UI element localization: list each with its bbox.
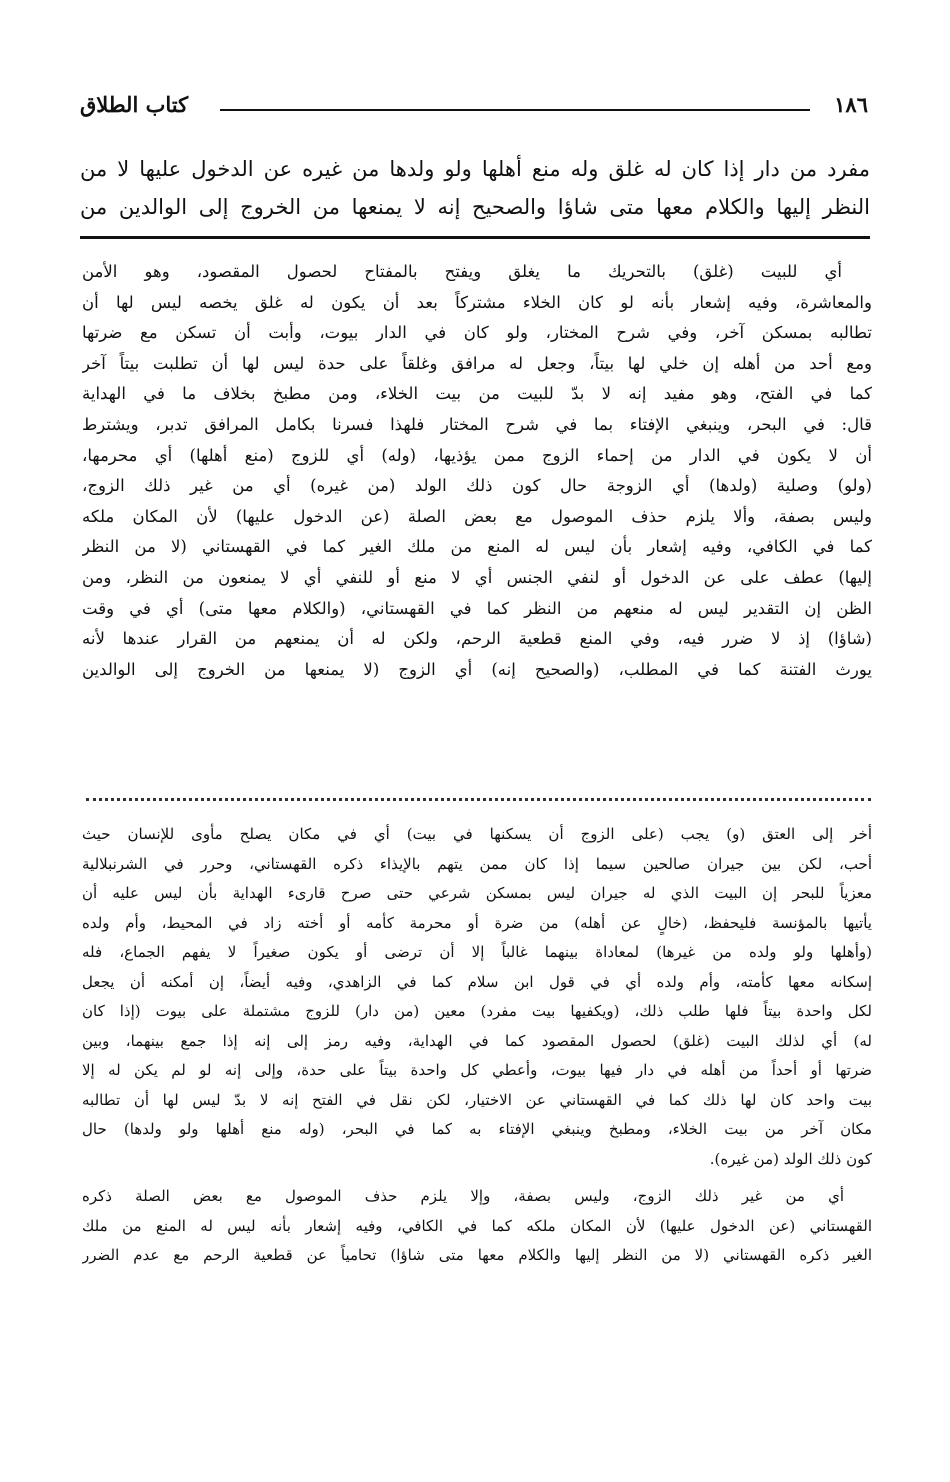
footnote-line: أحب، لكن بين جيران صالحين سيما إذا كان ممن يتهم بالإيذاء ذكره القهستاني، وحرر في الشرنبلالية [82,854,872,873]
matn-line: مفرد من دار إذا كان له غلق وله منع أهلها ولو ولدها من غيره عن الدخول عليها لا من [80,157,870,181]
footnote-line: لكل واحدة بيتاً فلها طلب ذلك، (ويكفيها بيت مفرد) معين (من دار) للزوج مشتملة على بيوت (إذا كان [82,1002,872,1020]
commentary-line: الظن إن التقدير ليس له منعهم من النظر كما في القهستاني، (والكلام معها متى) أي في وقت [82,598,872,618]
page-number: ١٨٦ [834,92,868,117]
footnote-line: أي من غير ذلك الزوج، وليس بصفة، وإلا يلزم حذف الموصول مع بعض الصلة ذكره [82,1187,844,1205]
footnote-line: معزياً للبحر إن البيت الذي له جيران ليس بمسكن شرعي حتى صرح قارىء الهداية بأن ليس عليه أن [82,884,872,902]
footnote-line: القهستاني (عن الدخول عليها) لأن المكان ملكه كما في الكافي، وفيه إشعار بأنه ليس له المنع من ملك [82,1216,872,1235]
footnote-line: (وأهلها ولو ولده من غيرها) لمعاداة بينهما غالباً إلا أن ترضى أو يكون صغيراً لا يفهم الجماع، فله [82,943,872,961]
dotted-separator [86,798,871,811]
commentary-line: كما في الفتح، وهو مفيد إنه لا بدّ للبيت من بيت الخلاء، ومن مطبخ بخلاف ما في الهداية [82,384,872,404]
commentary-line: أي للبيت (غلق) بالتحريك ما يغلق ويفتح بالمفتاح لحصول المقصود، وهو الأمن [82,262,842,281]
footnote-line: إسكانه معها كأمته، وأم ولده أي في قول ابن سلام كما في الزاهدي، وفيه أيضاً، إن أمكنه أن يجعل [82,972,872,991]
commentary-line: (شاؤا) إذ لا ضرر فيه، وفي المنع قطعية الرحم، ولكن له أن يمنعهم من القرار عندها لأنه [82,629,872,649]
commentary-line: أن لا يكون في الدار من إحماء الزوج ممن يؤذيها، (وله) أي للزوج (منع أهلها) أي محرمها، [82,445,872,465]
commentary-line: كما في الكافي، وفيه إشعار بأن ليس له المنع من ملك الغير كما في القهستاني (لا من النظر [82,537,872,557]
footnote-line: له) أي لذلك البيت (غلق) لحصول المقصود كما في الهداية، وفيه رمز إلى إنه إذا جمع بينهما، وبين [82,1031,872,1050]
matn-separator-rule [80,236,870,239]
footnote-line: بيت واحد كان لها ذلك كما في القهستاني عن الاختيار، لكن نقل في الفتح إنه لا بدّ ليس لها أن تطالبه [82,1090,872,1109]
footnote-line: مكان آخر من بيت الخلاء، ومطبخ وينبغي الإفتاء به كما في البحر، (وله منع أهلها ولو ولدها) حال [82,1120,872,1138]
footnote-line: أخر إلى العتق (و) يجب (على الزوج أن يسكنها في بيت) أي في مكان يصلح مأوى للإنسان حيث [82,825,872,843]
footnote-line: ضرتها أو أحداً من أهله في دار فيها بيوت، وأعطي كل واحدة بيتاً على حدة، وإلى إنه لو لم يكن له إلا [82,1061,872,1079]
commentary-line: يورث الفتنة كما في المطلب، (والصحيح إنه) أي الزوج (لا يمنعها من الخروج إلى الوالدين [82,659,872,679]
paragraph-gap [82,1174,872,1182]
commentary-line: ومع أحد من أهله إن خلي لها بيتاً، وجعل له مرافق وغلقاً على حدة ليس لها أن تطلبت بيتاً آخر [82,353,872,373]
commentary-line: قال: في البحر، وينبغي الإفتاء بما في شرح المختار فلهذا فسرنا بكامل المرافق تدبر، ويشترط [82,414,872,434]
commentary-line: والمعاشرة، وفيه إشعار بأنه لو كان الخلاء مشتركاً بعد أن يكون له غلق يخصه ليس لها أن [82,292,872,312]
commentary-text [82,257,872,685]
matn-line: النظر إليها والكلام معها متى شاؤا والصحيح إنه لا يمنعها من الخروج إلى الوالدين من [80,195,870,219]
footnote-line: كون ذلك الولد (من غيره). [709,1149,872,1168]
book-title: كتاب الطلاق [80,92,189,117]
footnote-text [82,820,872,1271]
commentary-line: تطالبه بمسكن آخر، وفي شرح المختار، ولو كان في الدار بيوت، وأبت أن تسكن مع ضرتها [82,323,872,343]
footnote-line: يأتيها بالمؤنسة فليحفظ، (خالٍ عن أهله) من ضرة أو محرمة كأمه أو أخته زاد في المحيط، وأم ولده [82,913,872,932]
page-header [80,88,870,128]
matn-text [80,150,870,226]
commentary-line: إليها) عطف على عن الدخول أو لنفي الجنس أي لا منع أو للنفي أي لا يمنعون من النظر، ومن [82,567,872,587]
header-rule [220,109,810,111]
commentary-line: وليس بصفة، وألا يلزم حذف الموصول مع بعض الصلة (عن الدخول عليها) لأن المكان ملكه [82,506,872,526]
footnote-line: الغير ذكره القهستاني (لا من النظر إليها والكلام معها متى شاؤا) تحامياً عن قطعية الرحم مع عدم الضرر [82,1246,872,1264]
commentary-line: (ولو) وصلية (ولدها) أي الزوجة حال كون ذلك الولد (من غيره) أي من غير ذلك الزوج، [82,476,872,496]
